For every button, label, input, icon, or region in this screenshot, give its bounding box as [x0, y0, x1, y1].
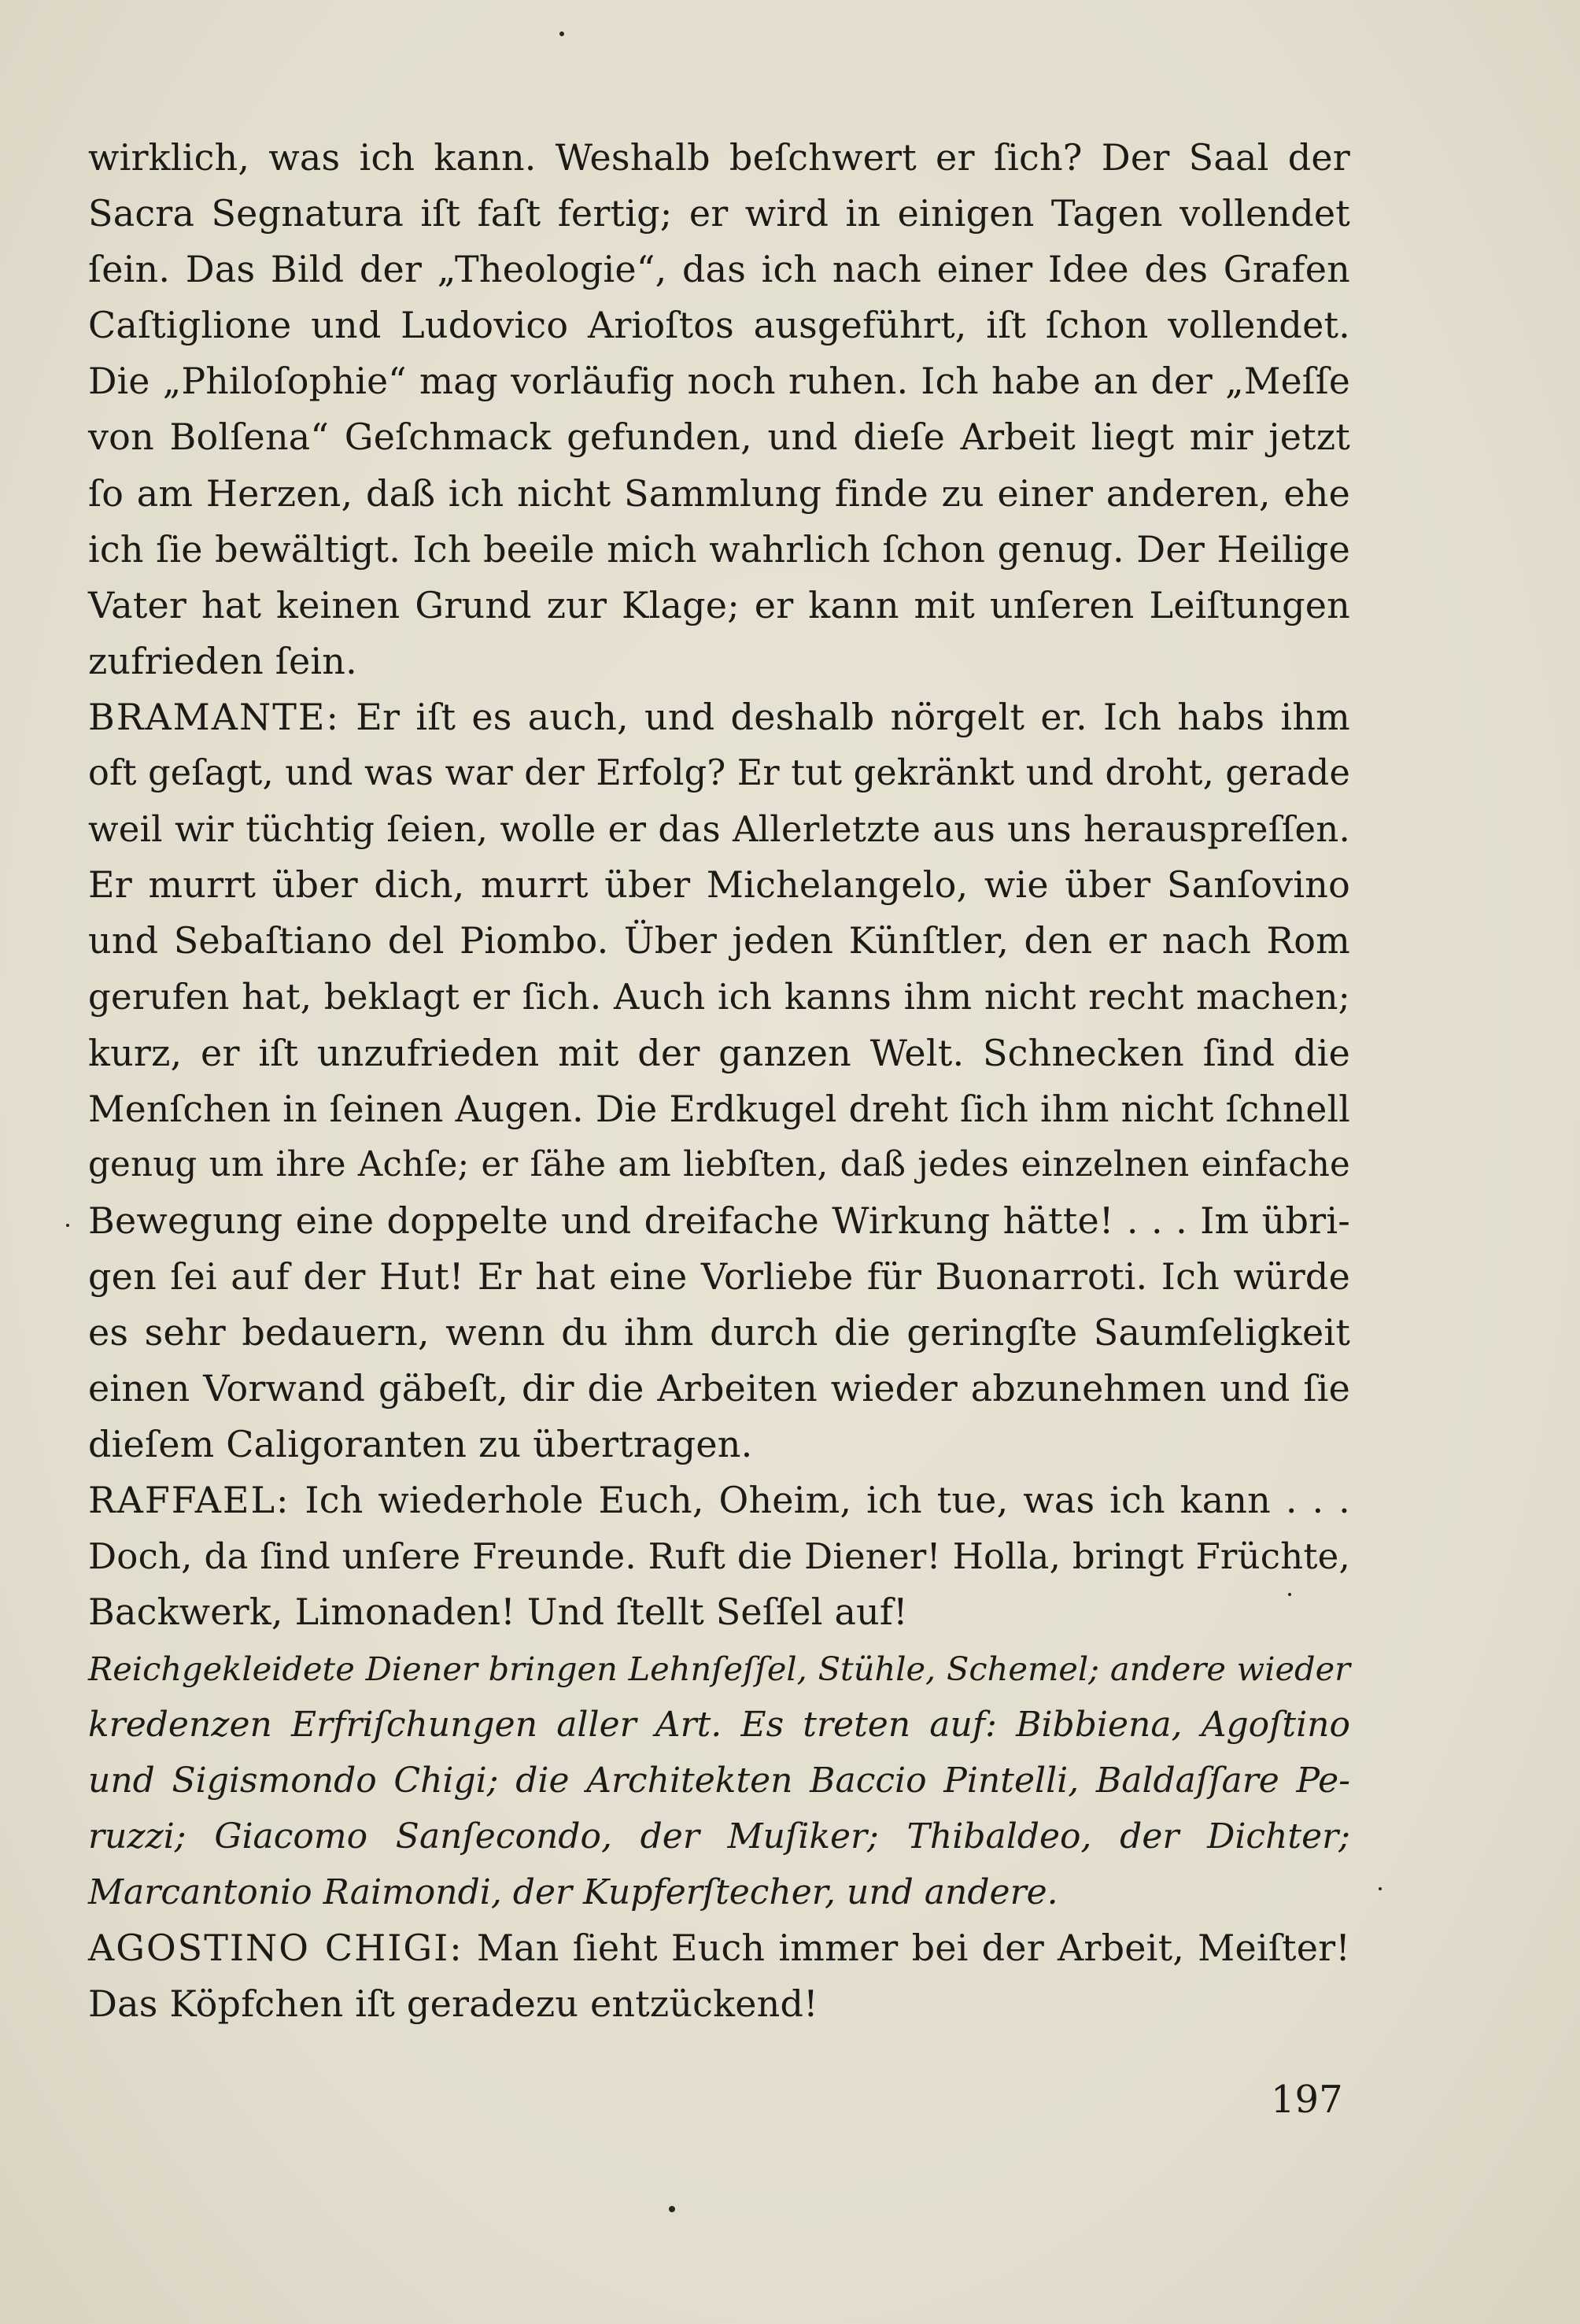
- text-line: [88, 1920, 1350, 1976]
- line-text: ich ſie bewältigt. Ich beeile mich wahrlich ſchon genug. Der Heilige: [88, 527, 1350, 571]
- line-text: Doch, da ſind unſere Freunde. Ruft die Diener! Holla, bringt Früchte,: [88, 1535, 1350, 1578]
- text-line: [88, 913, 1350, 969]
- speaker-name: RAFFAEL:: [88, 1479, 290, 1522]
- line-text: Ich wiederhole Euch, Oheim, ich tue, was ich kann . . .: [290, 1479, 1350, 1522]
- text-line: [88, 522, 1350, 578]
- line-text: Das Köpfchen iſt geradezu entzückend!: [88, 1982, 818, 2026]
- text-line: [88, 1137, 1350, 1193]
- text-line: [88, 466, 1350, 522]
- line-text: Marcantonio Raimondi, der Kupferſtecher, und andere.: [88, 1871, 1058, 1912]
- line-text: und Sigismondo Chigi; die Architekten Baccio Pintelli, Baldaſſare Pe-: [88, 1760, 1350, 1801]
- paper-speck: [669, 2206, 675, 2212]
- text-line: [88, 1809, 1350, 1864]
- text-line: [88, 1417, 1350, 1472]
- line-text: kurz, er iſt unzufrieden mit der ganzen Welt. Schnecken ſind die: [88, 1031, 1350, 1074]
- text-line: [88, 1305, 1350, 1361]
- line-text: gen ſei auf der Hut! Er hat eine Vorliebe für Buonarroti. Ich würde: [88, 1254, 1350, 1298]
- text-line: [88, 1976, 1350, 2032]
- line-text: gerufen hat, beklagt er ſich. Auch ich kanns ihm nicht recht machen;: [88, 976, 1350, 1018]
- text-line: [88, 1025, 1350, 1081]
- paper-speck: [66, 1224, 69, 1227]
- text-line: [88, 1584, 1350, 1640]
- paper-speck: [559, 31, 564, 36]
- line-text: Er iſt es auch, und deshalb nörgelt er. Ich habs ihm: [340, 695, 1350, 738]
- text-line: [88, 634, 1350, 689]
- page-text-block: [88, 130, 1350, 2032]
- text-line: [88, 1753, 1350, 1809]
- text-line: [88, 745, 1350, 801]
- line-text: ſo am Herzen, daß ich nicht Sammlung finde zu einer anderen, ehe: [88, 471, 1350, 515]
- line-text: von Bolſena“ Geſchmack gefunden, und dieſe Arbeit liegt mir jetzt: [88, 416, 1350, 459]
- line-text: wirklich, was ich kann. Weshalb beſchwert er ſich? Der Saal der: [88, 136, 1350, 179]
- text-line: [88, 857, 1350, 913]
- text-line: [88, 689, 1350, 745]
- text-line: [88, 1081, 1350, 1137]
- line-text: weil wir tüchtig ſeien, wolle er das Allerletzte aus uns herauspreſſen.: [88, 808, 1350, 851]
- paper-speck: [1288, 1593, 1291, 1596]
- speaker-name: BRAMANTE:: [88, 695, 340, 738]
- text-line: [88, 801, 1350, 857]
- text-line: [88, 578, 1350, 634]
- text-line: [88, 297, 1350, 353]
- line-text: es sehr bedauern, wenn du ihm durch die geringſte Saumſeligkeit: [88, 1310, 1350, 1354]
- line-text: Backwerk, Limonaden! Und ſtellt Seſſel auf!: [88, 1591, 908, 1634]
- line-text: genug um ihre Achſe; er ſähe am liebſten, daß jedes einzelnen einfache: [88, 1144, 1350, 1184]
- line-text: Man ſieht Euch immer bei der Arbeit, Meiſter!: [463, 1927, 1351, 1969]
- text-line: [88, 1472, 1350, 1528]
- line-text: kredenzen Erfriſchungen aller Art. Es treten auf: Bibbiena, Agoſtino: [88, 1704, 1350, 1745]
- line-text: oft geſagt, und was war der Erfolg? Er tut gekränkt und droht, gerade: [88, 753, 1350, 794]
- line-text: Reichgekleidete Diener bringen Lehnſeſſel, Stühle, Schemel; andere wieder: [88, 1649, 1350, 1688]
- text-line: [88, 969, 1350, 1025]
- text-line: [88, 353, 1350, 409]
- text-line: [88, 1528, 1350, 1584]
- line-text: Vater hat keinen Grund zur Klage; er kann mit unſeren Leiſtungen: [88, 583, 1350, 626]
- text-line: [88, 1864, 1350, 1920]
- line-text: einen Vorwand gäbeſt, dir die Arbeiten wieder abzunehmen und ſie: [88, 1367, 1350, 1410]
- line-text: ſein. Das Bild der „Theologie“, das ich nach einer Idee des Grafen: [88, 248, 1350, 291]
- line-text: Bewegung eine doppelte und dreifache Wirkung hätte! . . . Im übri-: [88, 1199, 1350, 1242]
- line-text: dieſem Caligoranten zu übertragen.: [88, 1423, 753, 1466]
- text-line: [88, 1361, 1350, 1417]
- text-line: [88, 1641, 1350, 1697]
- paper-speck: [1379, 1887, 1382, 1890]
- text-line: [88, 409, 1350, 465]
- text-line: [88, 186, 1350, 242]
- line-text: Sacra Segnatura iſt faſt fertig; er wird in einigen Tagen vollendet: [88, 192, 1350, 235]
- line-text: Die „Philoſophie“ mag vorläufig noch ruhen. Ich habe an der „Meſſe: [88, 360, 1350, 403]
- line-text: Er murrt über dich, murrt über Michelangelo, wie über Sanſovino: [88, 863, 1350, 907]
- line-text: ruzzi; Giacomo Sanſecondo, der Muſiker; Thibaldeo, der Dichter;: [88, 1816, 1350, 1857]
- line-text: Menſchen in ſeinen Augen. Die Erdkugel dreht ſich ihm nicht ſchnell: [88, 1088, 1350, 1130]
- text-line: [88, 1193, 1350, 1249]
- line-text: und Sebaſtiano del Piombo. Über jeden Künſtler, den er nach Rom: [88, 919, 1350, 962]
- text-line: [88, 130, 1350, 186]
- text-line: [88, 1697, 1350, 1753]
- line-text: zufrieden ſein.: [88, 639, 357, 682]
- speaker-name: AGOSTINO CHIGI:: [88, 1927, 463, 1969]
- text-line: [88, 1249, 1350, 1305]
- page-number: 197: [1271, 2078, 1343, 2122]
- line-text: Caſtiglione und Ludovico Arioſtos ausgeführt, iſt ſchon vollendet.: [88, 304, 1350, 347]
- text-line: [88, 242, 1350, 297]
